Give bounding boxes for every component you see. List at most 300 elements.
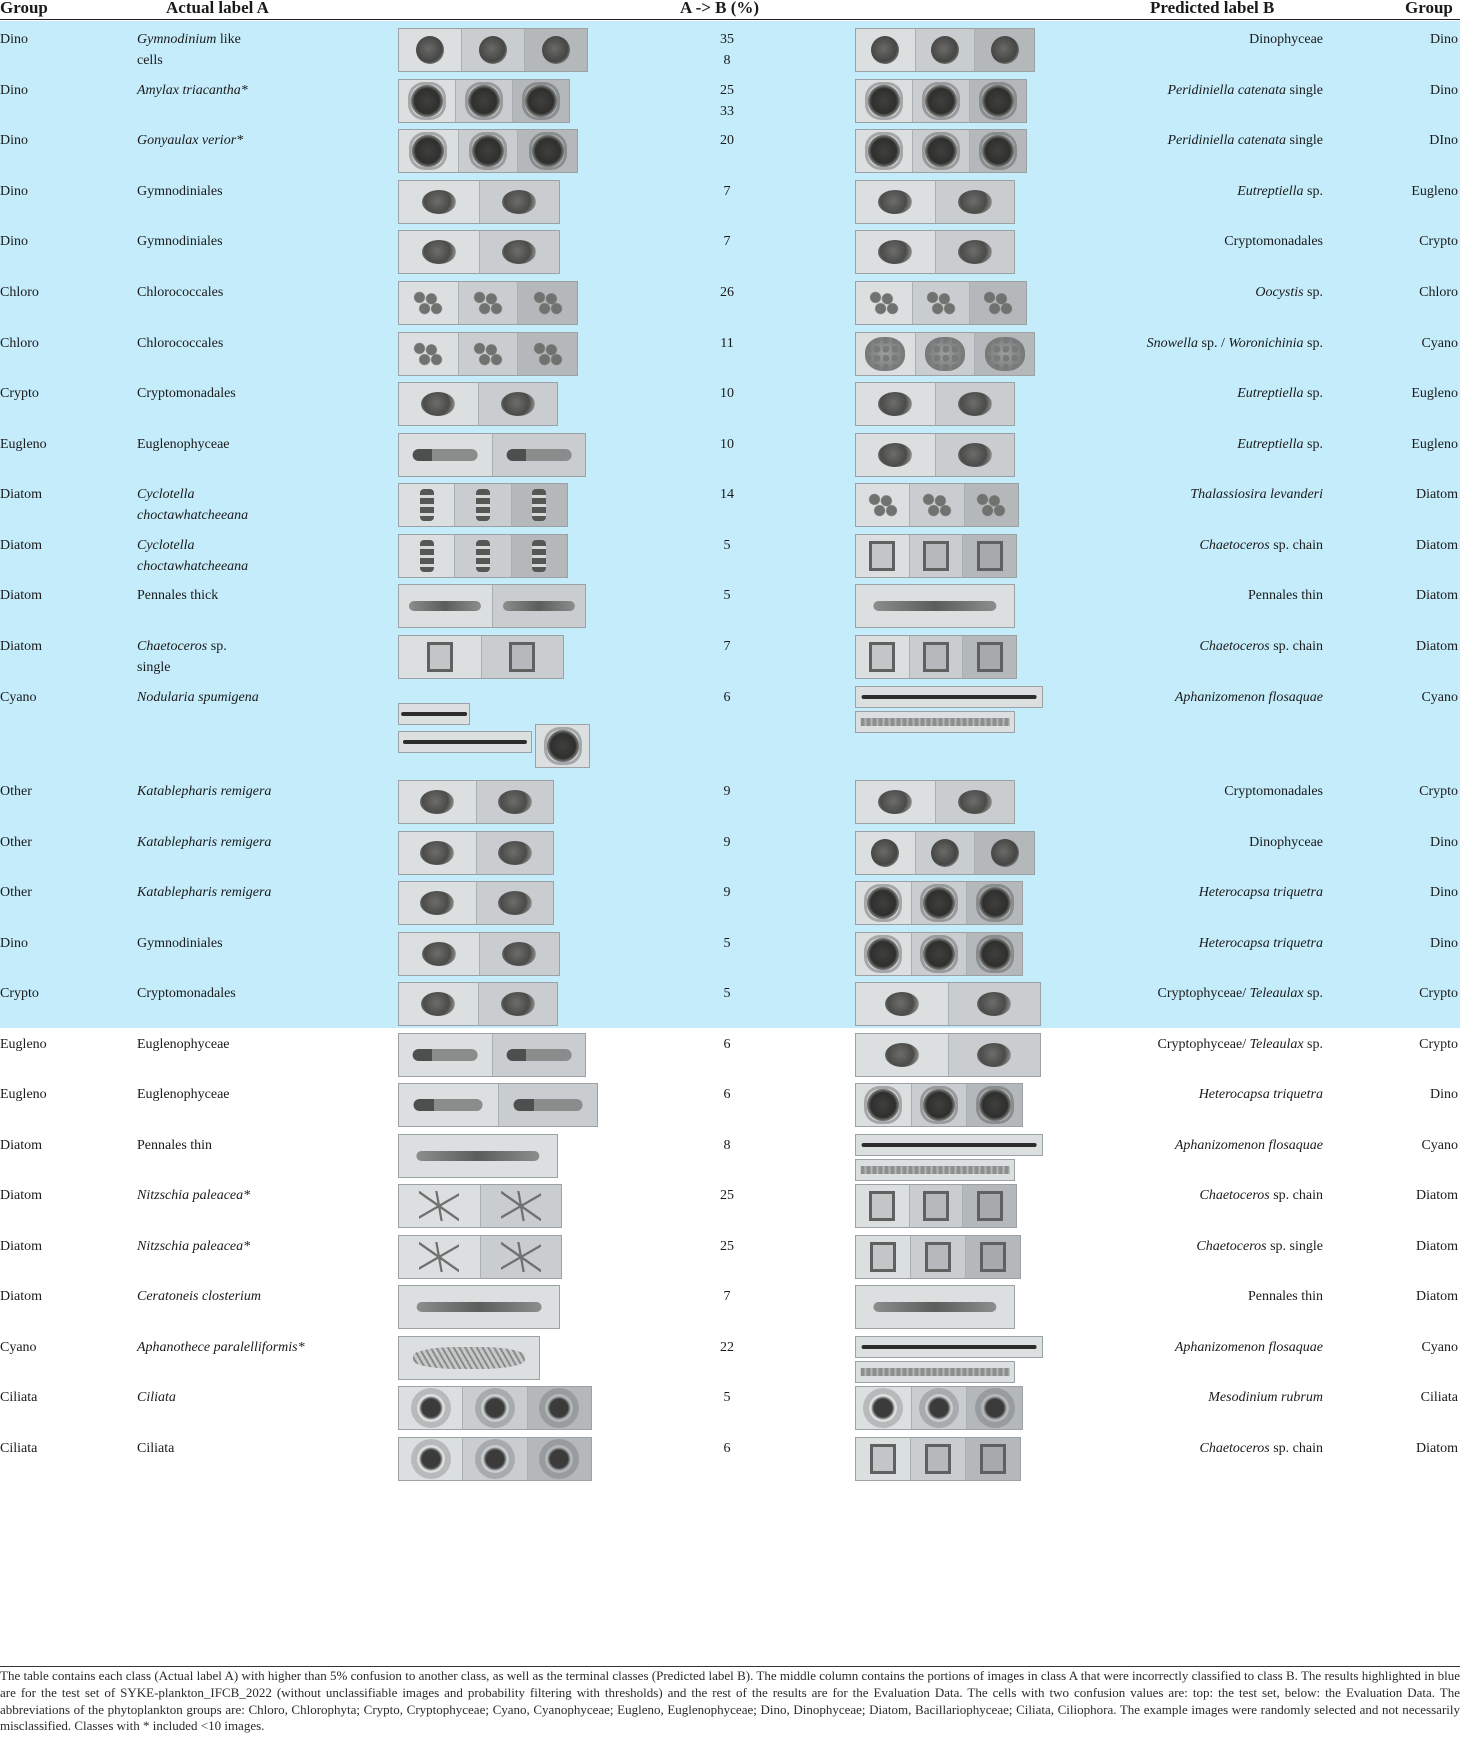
example-image-strip xyxy=(398,79,570,123)
predicted-label-cell xyxy=(1000,1084,1323,1105)
specimen-image xyxy=(936,434,1015,476)
label-text: sp. chain xyxy=(1269,1188,1323,1203)
confusion-value: 14 xyxy=(720,487,734,502)
actual-label-cell xyxy=(137,80,397,101)
spiky-cell-shape xyxy=(412,135,444,167)
group-b-cell: Diatom xyxy=(1416,1289,1458,1304)
confusion-value: 25 xyxy=(720,83,734,98)
label-text: Mesodinium rubrum xyxy=(1208,1390,1323,1405)
group-a-cell: Crypto xyxy=(0,986,39,1001)
table-row xyxy=(0,122,1460,173)
label-text: sp. chain xyxy=(1269,538,1323,553)
table-row xyxy=(0,1177,1460,1228)
actual-label-cell xyxy=(137,832,397,853)
group-b-cell: Diatom xyxy=(1416,588,1458,603)
thread-cell-shape xyxy=(862,1345,1037,1349)
specimen-image xyxy=(856,636,910,678)
example-image-strip xyxy=(855,1033,1041,1077)
chain-cell-shape xyxy=(532,489,546,521)
box-cell-shape xyxy=(925,1444,951,1474)
example-image-strip xyxy=(398,1437,592,1481)
label-text: Ceratoneis closterium xyxy=(137,1289,262,1304)
rod-cell-shape xyxy=(417,1302,542,1312)
oval-cell-shape xyxy=(878,190,912,214)
actual-label-cell xyxy=(137,181,397,202)
confusion-cell xyxy=(700,1135,754,1156)
thread-cell-shape xyxy=(862,695,1037,699)
specimen-image xyxy=(399,383,479,425)
confusion-value: 6 xyxy=(723,1037,731,1052)
group-b-cell: Crypto xyxy=(1419,1037,1458,1052)
specimen-image xyxy=(856,29,916,71)
cilia-cell-shape xyxy=(545,1394,573,1422)
specimen-image xyxy=(459,333,519,375)
chain-cell-shape xyxy=(532,540,546,572)
round-cell-shape xyxy=(416,36,444,64)
label-text: Chaetoceros xyxy=(1199,1441,1270,1456)
example-image-strip xyxy=(398,1336,540,1380)
example-image-strip xyxy=(855,230,1015,274)
spiky-cell-shape xyxy=(979,1089,1011,1121)
label-text: Nitzschia paleacea* xyxy=(137,1239,251,1254)
table-row xyxy=(0,773,1460,824)
label-text: Heterocapsa triquetra xyxy=(1198,885,1323,900)
group-b-cell: Dino xyxy=(1430,83,1458,98)
specimen-image xyxy=(528,1387,591,1429)
cilia-cell-shape xyxy=(417,1445,445,1473)
group-b-cell: Dino xyxy=(1430,835,1458,850)
oval-cell-shape xyxy=(958,392,992,416)
group-a-cell: Diatom xyxy=(0,1289,42,1304)
specimen-image xyxy=(399,1337,539,1379)
label-text: Amylax triacantha* xyxy=(137,83,248,98)
group-a-cell: Dino xyxy=(0,936,28,951)
confusion-value: 8 xyxy=(723,53,731,68)
actual-label-cell xyxy=(137,585,397,606)
flag-cell-shape xyxy=(506,1049,571,1061)
spiky-cell-shape xyxy=(982,135,1014,167)
label-text: Heterocapsa triquetra xyxy=(1198,936,1323,951)
confusion-value: 33 xyxy=(720,104,734,119)
group-a-cell: Dino xyxy=(0,234,28,249)
specimen-image xyxy=(856,181,936,223)
specimen-image xyxy=(399,781,477,823)
example-image-strip xyxy=(398,382,558,426)
specimen-image xyxy=(856,1185,910,1227)
specimen-image xyxy=(936,781,1015,823)
spiky-cell-shape xyxy=(925,135,957,167)
example-image-strip xyxy=(855,1083,1023,1127)
example-image-strip xyxy=(398,230,560,274)
predicted-label-cell xyxy=(1000,282,1323,303)
predicted-label-cell xyxy=(1000,29,1323,50)
specimen-image xyxy=(512,535,567,577)
specimen-image xyxy=(480,231,560,273)
confusion-cell xyxy=(700,983,754,1004)
example-image-strip xyxy=(398,881,554,925)
label-text: Teleaulax xyxy=(1249,1037,1304,1052)
specimen-image xyxy=(479,983,558,1025)
specimen-image xyxy=(916,333,976,375)
actual-label-cell xyxy=(137,535,272,577)
oval-cell-shape xyxy=(878,790,912,814)
specimen-image xyxy=(856,535,910,577)
specimen-image xyxy=(963,636,1016,678)
confusion-value: 5 xyxy=(723,936,731,951)
chain-cell-shape xyxy=(420,489,434,521)
round-cell-shape xyxy=(991,36,1019,64)
specimen-image xyxy=(856,882,912,924)
predicted-label-cell xyxy=(1000,687,1323,708)
predicted-label-cell xyxy=(1000,1387,1323,1408)
predicted-label-cell xyxy=(1000,832,1323,853)
rod-cell-shape xyxy=(503,601,575,611)
specimen-image xyxy=(399,130,459,172)
predicted-label-cell xyxy=(1000,1337,1323,1358)
confusion-value: 8 xyxy=(723,1138,731,1153)
confusion-cell xyxy=(700,1185,754,1206)
label-text: sp. xyxy=(1303,986,1323,1001)
specimen-image xyxy=(913,282,970,324)
specimen-image xyxy=(912,933,968,975)
confusion-value: 11 xyxy=(720,336,734,351)
chain-cell-shape xyxy=(476,489,490,521)
spiky-cell-shape xyxy=(411,85,443,117)
specimen-image xyxy=(916,29,976,71)
cluster-cell-shape xyxy=(981,289,1015,317)
specimen-image xyxy=(518,130,577,172)
actual-label-cell xyxy=(137,1438,397,1459)
actual-label-cell xyxy=(137,687,397,708)
box-cell-shape xyxy=(870,1444,896,1474)
example-image-strip xyxy=(398,129,578,173)
oval-cell-shape xyxy=(977,1043,1011,1067)
specimen-image xyxy=(856,130,913,172)
label-text: Cyclotella choctawhatcheeana xyxy=(137,538,249,574)
specimen-image xyxy=(966,1236,1020,1278)
specimen-image xyxy=(856,1084,912,1126)
confusion-value: 26 xyxy=(720,285,734,300)
label-text: Pennales thin xyxy=(1247,1289,1323,1304)
label-text: Pennales thick xyxy=(137,588,219,603)
confusion-value: 7 xyxy=(723,184,731,199)
specimen-image xyxy=(459,282,519,324)
example-image-strip xyxy=(855,932,1023,976)
table-row xyxy=(0,426,1460,476)
label-text: like cells xyxy=(137,32,241,68)
actual-label-cell xyxy=(137,1034,397,1055)
specimen-image xyxy=(912,1387,968,1429)
specimen-image xyxy=(493,434,586,476)
group-a-cell: Cyano xyxy=(0,1340,37,1355)
label-text: Ciliata xyxy=(137,1390,176,1405)
specimen-image xyxy=(481,1185,562,1227)
specimen-image xyxy=(399,882,477,924)
spiky-cell-shape xyxy=(867,1089,899,1121)
cluster-cell-shape xyxy=(411,289,445,317)
round-cell-shape xyxy=(871,36,899,64)
specimen-image xyxy=(856,1034,949,1076)
example-image-strip xyxy=(855,1336,1043,1358)
label-text: Gonyaulax verior* xyxy=(137,133,244,148)
specimen-image xyxy=(856,434,936,476)
label-text: Chaetoceros xyxy=(1199,639,1270,654)
label-text: Chaetoceros xyxy=(1199,1188,1270,1203)
example-image-strip xyxy=(855,180,1015,224)
example-image-strip xyxy=(855,1235,1021,1279)
group-b-cell: Chloro xyxy=(1419,285,1458,300)
cluster-cell-shape xyxy=(531,289,565,317)
oval-cell-shape xyxy=(878,392,912,416)
label-text: Pennales thin xyxy=(137,1138,213,1153)
actual-label-cell xyxy=(137,1135,397,1156)
oval-cell-shape xyxy=(498,841,532,865)
specimen-image xyxy=(456,80,513,122)
chain-cell-shape xyxy=(476,540,490,572)
example-image-strip xyxy=(855,831,1035,875)
group-a-cell: Eugleno xyxy=(0,1037,47,1052)
specimen-image xyxy=(856,1438,911,1480)
flag-cell-shape xyxy=(506,449,571,461)
example-image-strip xyxy=(398,584,586,628)
group-a-cell: Diatom xyxy=(0,538,42,553)
confusion-cell xyxy=(700,882,754,903)
cluster-cell-shape xyxy=(471,340,505,368)
specimen-image xyxy=(399,636,482,678)
confusion-value: 7 xyxy=(723,1289,731,1304)
specimen-image xyxy=(936,231,1015,273)
specimen-image xyxy=(399,1438,463,1480)
cluster-cell-shape xyxy=(411,340,445,368)
label-text: Teleaulax xyxy=(1249,986,1304,1001)
label-text: Dinophyceae xyxy=(1249,32,1323,47)
thread-cell-shape xyxy=(862,1143,1037,1147)
example-image-strip xyxy=(855,28,1035,72)
colony-cell-shape xyxy=(985,337,1025,371)
example-image-strip xyxy=(855,1437,1021,1481)
specimen-image xyxy=(399,29,462,71)
cilia-cell-shape xyxy=(925,1394,953,1422)
label-text: Aphanizomenon flosaquae xyxy=(1174,1138,1323,1153)
specimen-image xyxy=(856,1135,1042,1155)
oval-cell-shape xyxy=(878,240,912,264)
example-image-strip xyxy=(855,780,1015,824)
predicted-label-cell xyxy=(1000,535,1323,556)
group-a-cell: Dino xyxy=(0,32,28,47)
label-text: Ciliata xyxy=(137,1441,175,1456)
label-text: Eutreptiella xyxy=(1237,386,1304,401)
label-text: Katablepharis remigera xyxy=(137,784,272,799)
group-b-cell: Diatom xyxy=(1416,1441,1458,1456)
specimen-image xyxy=(856,781,936,823)
specimen-image xyxy=(967,933,1022,975)
round-cell-shape xyxy=(542,36,570,64)
actual-label-cell xyxy=(137,882,397,903)
table-row xyxy=(0,975,1460,1026)
specimen-image xyxy=(480,181,560,223)
table-row xyxy=(0,1076,1460,1127)
example-image-strip xyxy=(855,534,1017,578)
specimen-image xyxy=(525,29,587,71)
group-b-cell: Dino xyxy=(1430,32,1458,47)
example-image-strip xyxy=(398,1285,560,1329)
oval-cell-shape xyxy=(958,190,992,214)
specimen-image xyxy=(399,1034,493,1076)
label-text: Gymnodinium xyxy=(137,32,217,47)
specimen-image xyxy=(399,80,456,122)
actual-label-cell xyxy=(137,29,249,71)
group-a-cell: Eugleno xyxy=(0,437,47,452)
example-image-strip xyxy=(855,483,1019,527)
group-b-cell: Cyano xyxy=(1421,1138,1458,1153)
specimen-image xyxy=(399,832,477,874)
table-header xyxy=(0,0,1460,20)
group-b-cell: Diatom xyxy=(1416,538,1458,553)
confusion-cell xyxy=(700,282,754,303)
box-cell-shape xyxy=(869,642,895,672)
specimen-image xyxy=(913,80,970,122)
round-cell-shape xyxy=(479,36,507,64)
confusion-value: 6 xyxy=(723,1087,731,1102)
specimen-image xyxy=(910,535,964,577)
specimen-image xyxy=(911,1236,966,1278)
cilia-cell-shape xyxy=(417,1394,445,1422)
specimen-image xyxy=(528,1438,591,1480)
group-b-cell: Eugleno xyxy=(1411,437,1458,452)
specimen-image xyxy=(399,484,455,526)
cilia-cell-shape xyxy=(981,1394,1009,1422)
cilia-cell-shape xyxy=(869,1394,897,1422)
label-text: Euglenophyceae xyxy=(137,1087,230,1102)
label-text: Cryptomonadales xyxy=(1224,234,1323,249)
group-a-cell: Diatom xyxy=(0,1188,42,1203)
specimen-image xyxy=(399,231,480,273)
specimen-image xyxy=(856,1337,1042,1357)
table-row xyxy=(0,874,1460,925)
label-text: Cryptomonadales xyxy=(1224,784,1323,799)
confusion-cell xyxy=(700,1034,754,1055)
table-row xyxy=(0,476,1460,527)
confusion-cell xyxy=(700,1286,754,1307)
spiky-cell-shape xyxy=(867,887,899,919)
confusion-value: 6 xyxy=(723,1441,731,1456)
cluster-cell-shape xyxy=(866,491,900,519)
group-b-cell: Cyano xyxy=(1421,1340,1458,1355)
group-b-cell: Dino xyxy=(1430,885,1458,900)
header-predicted-label: Predicted label B xyxy=(1150,0,1275,17)
oval-cell-shape xyxy=(420,790,454,814)
spiky-cell-shape xyxy=(923,938,955,970)
spiky-cell-shape xyxy=(525,85,557,117)
group-b-cell: Eugleno xyxy=(1411,184,1458,199)
specimen-image xyxy=(856,80,913,122)
specimen-image xyxy=(512,484,567,526)
actual-label-cell xyxy=(137,933,397,954)
flag-cell-shape xyxy=(413,1049,478,1061)
specimen-image xyxy=(480,933,560,975)
label-text: Chlorococcales xyxy=(137,336,224,351)
spiky-cell-shape xyxy=(468,85,500,117)
example-image-strip xyxy=(855,281,1027,325)
specimen-image xyxy=(970,282,1026,324)
box-cell-shape xyxy=(977,541,1003,571)
specimen-image xyxy=(479,383,558,425)
confusion-value: 5 xyxy=(723,588,731,603)
specimen-image xyxy=(399,732,531,752)
group-b-cell: Dino xyxy=(1430,936,1458,951)
predicted-label-cell xyxy=(1000,882,1323,903)
box-cell-shape xyxy=(870,1242,896,1272)
group-a-cell: Diatom xyxy=(0,487,42,502)
round-cell-shape xyxy=(931,36,959,64)
specimen-image xyxy=(518,333,577,375)
table-row xyxy=(0,72,1460,122)
cluster-cell-shape xyxy=(920,491,954,519)
specimen-image xyxy=(856,712,1014,732)
confusion-cell xyxy=(700,434,754,455)
specimen-image xyxy=(477,882,554,924)
colony-cell-shape xyxy=(925,337,965,371)
spiky-cell-shape xyxy=(868,135,900,167)
confusion-value: 10 xyxy=(720,437,734,452)
oval-cell-shape xyxy=(958,443,992,467)
label-text: Katablepharis remigera xyxy=(137,885,272,900)
group-b-cell: Crypto xyxy=(1419,234,1458,249)
specimen-image xyxy=(493,585,586,627)
label-text: sp. xyxy=(1303,184,1323,199)
rod-cell-shape xyxy=(416,1151,539,1161)
specimen-image xyxy=(399,585,493,627)
specimen-image xyxy=(912,1084,968,1126)
predicted-label-cell xyxy=(1000,434,1323,455)
specimen-image xyxy=(459,130,519,172)
predicted-label-cell xyxy=(1000,1135,1323,1156)
box-cell-shape xyxy=(427,642,453,672)
specimen-image xyxy=(455,484,511,526)
rod-cell-shape xyxy=(409,601,481,611)
needles-cell-shape xyxy=(419,1191,459,1221)
oval-cell-shape xyxy=(498,790,532,814)
flag-cell-shape xyxy=(513,1099,582,1111)
specimen-image xyxy=(518,282,577,324)
filament-cell-shape xyxy=(861,1166,1010,1174)
oval-cell-shape xyxy=(958,790,992,814)
label-text: sp. xyxy=(1303,1037,1323,1052)
confusion-cell xyxy=(700,781,754,802)
oval-cell-shape xyxy=(420,841,454,865)
specimen-image xyxy=(912,882,968,924)
flag-cell-shape xyxy=(414,1099,483,1111)
specimen-image xyxy=(856,933,912,975)
actual-label-cell xyxy=(137,781,397,802)
table-row xyxy=(0,223,1460,274)
cluster-cell-shape xyxy=(531,340,565,368)
confusion-cell xyxy=(700,933,754,954)
chain-cell-shape xyxy=(420,540,434,572)
group-b-cell: Crypto xyxy=(1419,784,1458,799)
group-b-cell: Crypto xyxy=(1419,986,1458,1001)
spiky-cell-shape xyxy=(925,85,957,117)
label-text: sp. chain xyxy=(1269,639,1323,654)
confusion-cell xyxy=(700,1236,754,1257)
actual-label-cell xyxy=(137,1236,397,1257)
oval-cell-shape xyxy=(421,392,455,416)
actual-label-cell xyxy=(137,1286,397,1307)
specimen-image xyxy=(399,535,455,577)
table-bottom-rule xyxy=(0,1666,1460,1667)
group-b-cell: Cyano xyxy=(1421,336,1458,351)
specimen-image xyxy=(399,434,493,476)
